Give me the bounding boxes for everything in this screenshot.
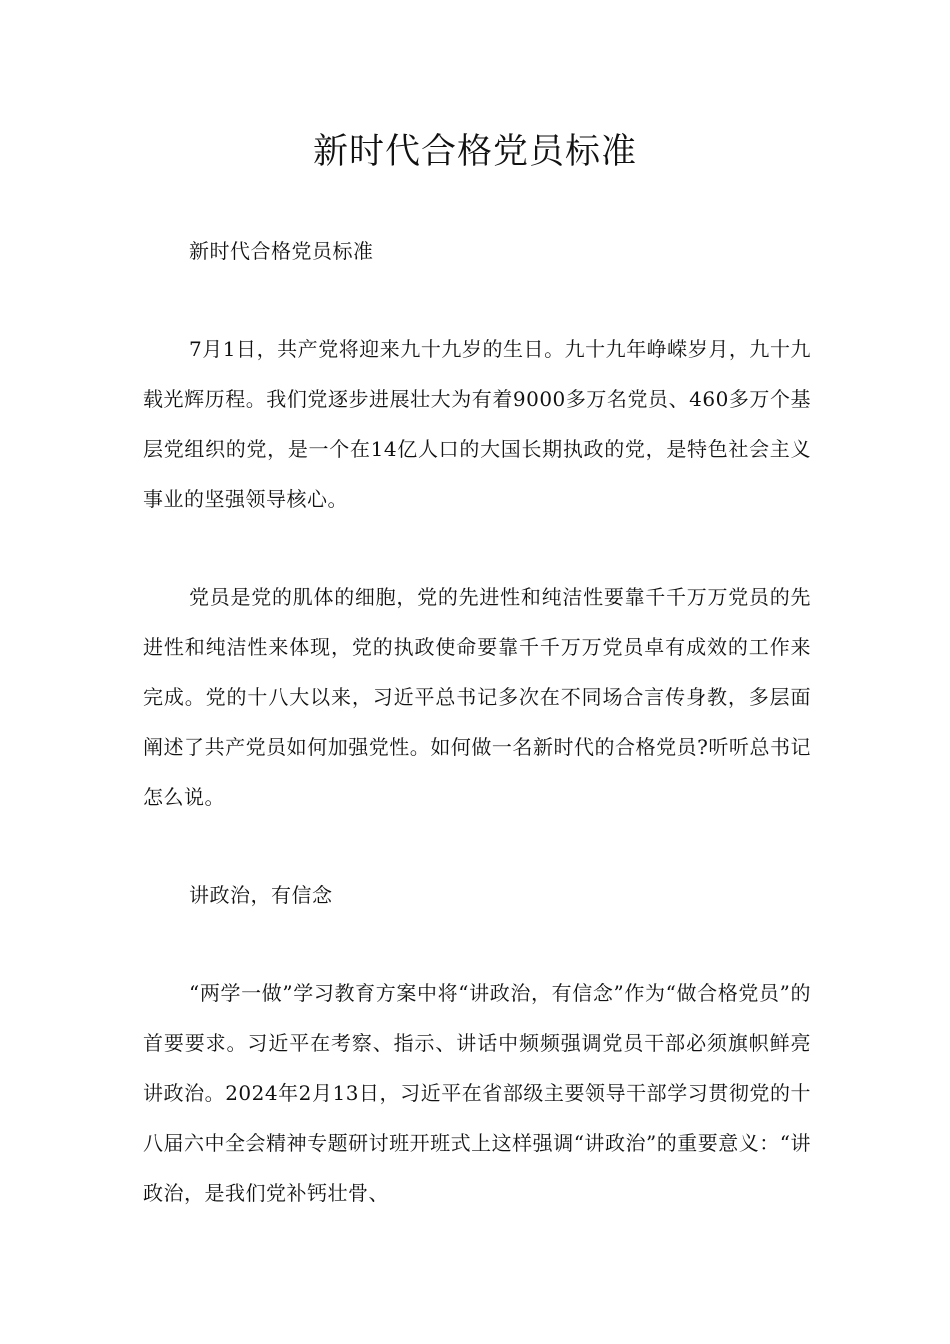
document-title: 新时代合格党员标准: [312, 132, 637, 172]
paragraph-gap: [143, 822, 811, 870]
paragraph-subtitle: 新时代合格党员标准: [189, 239, 374, 263]
paragraph-gap: [143, 524, 811, 572]
section-heading-politics: 讲政治，有信念: [189, 883, 333, 907]
paragraph-party-members: 党员是党的肌体的细胞，党的先进性和纯洁性要靠千千万万党员的先进性和纯洁性来体现，党的执政使命要靠千千万万党员卓有成效的工作来完成。党的十八大以来，习近平总书记多次在不同场合言传身教，多层面阐述了共产党员如何加强党性。如何做一名新时代的合格党员?听听总书记怎么说。: [143, 585, 811, 809]
paragraph-gap: [143, 920, 811, 968]
document-body: [143, 226, 811, 1218]
paragraph-anniversary: 7月1日，共产党将迎来九十九岁的生日。九十九年峥嵘岁月，九十九载光辉历程。我们党逐步进展壮大为有着9000多万名党员、460多万个基层党组织的党，是一个在14亿人口的大国长期执政的党，是特色社会主义事业的坚强领导核心。: [143, 337, 811, 511]
paragraph-gap: [143, 276, 811, 324]
paragraph-two-studies: “两学一做”学习教育方案中将“讲政治，有信念”作为“做合格党员”的首要要求。习近平在考察、指示、讲话中频频强调党员干部必须旗帜鲜亮讲政治。2024年2月13日，习近平在省部级主要领导干部学习贯彻党的十八届六中全会精神专题研讨班开班式上这样强调“讲政治”的重要意义：“讲政治，是我们党补钙壮骨、: [143, 981, 811, 1205]
